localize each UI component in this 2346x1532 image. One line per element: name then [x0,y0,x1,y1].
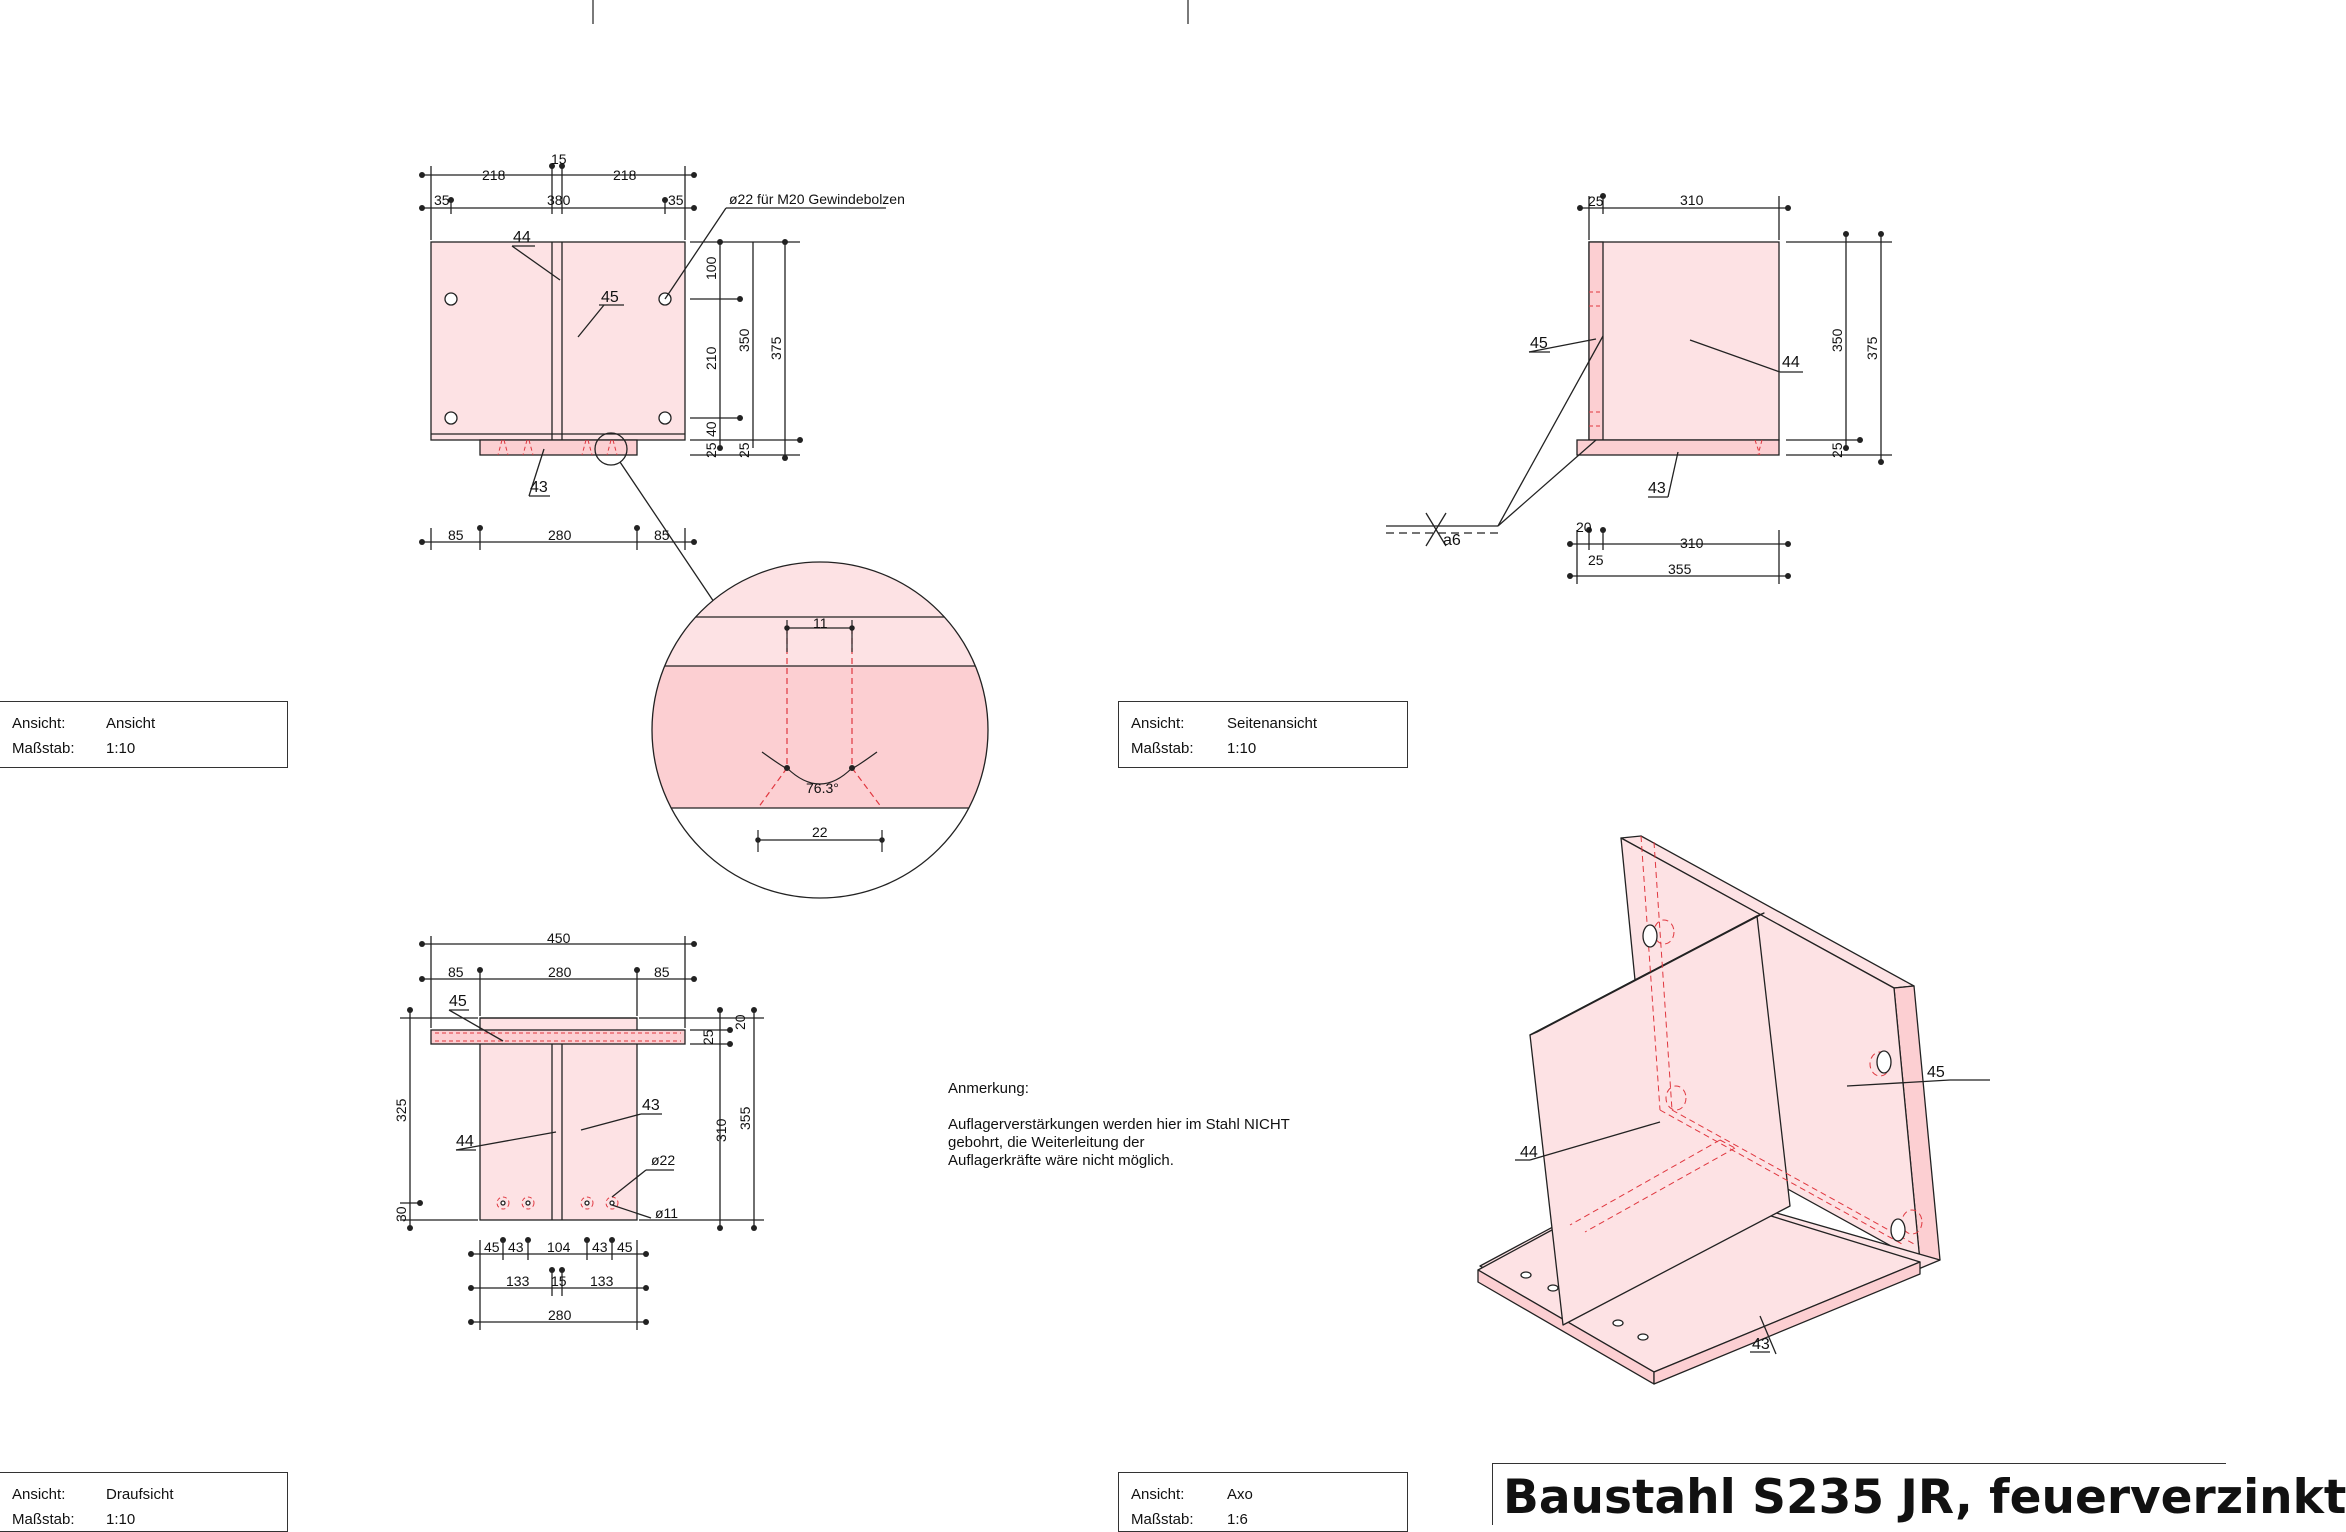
hole-label: ø22 [651,1152,676,1168]
part-number: 45 [449,993,467,1010]
dim-text: 133 [590,1273,614,1289]
axo-view [1478,836,1990,1384]
dim-text: 43 [508,1239,524,1255]
view-info-side [1118,701,1408,768]
part-number: 44 [1782,354,1800,371]
dim-text: 104 [547,1239,571,1255]
dim-text: 15 [551,1273,567,1289]
dim-text: 43 [592,1239,608,1255]
view-value: Ansicht [106,715,156,732]
view-key: Ansicht: [12,715,66,732]
dim-text: 85 [654,964,670,980]
part-number: 45 [601,289,619,306]
dim-text: 280 [548,964,572,980]
view-info-top [0,1472,288,1532]
view-info-axo [1118,1472,1408,1532]
scale-value: 1:10 [106,1511,136,1528]
scale-key: Maßstab: [12,1511,75,1528]
dim-text: 25 [703,442,719,458]
view-value: Axo [1227,1486,1253,1503]
dim-text: 25 [1588,552,1604,568]
dim-text: 11 [813,615,828,631]
side-view [1386,196,1892,584]
dim-text: 35 [434,192,450,208]
angle-text: 76.3° [806,780,839,796]
dim-text: 20 [732,1014,748,1030]
view-value: Seitenansicht [1227,715,1318,732]
part-number: 43 [1752,1336,1770,1353]
annotation-note [948,1062,1368,1188]
dim-text: 25 [700,1029,716,1045]
dim-text: 450 [547,930,571,946]
part-number: 44 [513,229,531,246]
view-key: Ansicht: [1131,715,1185,732]
dim-text: 310 [1680,192,1704,208]
dim-text: 40 [703,421,719,437]
dim-text: 210 [703,346,719,370]
dim-text: 350 [1829,328,1845,352]
dim-text: 380 [547,192,571,208]
scale-value: 1:10 [1227,740,1257,757]
dim-text: 30 [393,1206,409,1222]
dim-text: 325 [393,1098,409,1122]
scale-key: Maßstab: [12,740,75,757]
dim-text: 85 [448,964,464,980]
dim-text: 375 [1864,336,1880,360]
part-number: 45 [1927,1064,1945,1081]
dim-text: 25 [1829,442,1845,458]
dim-text: 25 [1588,193,1604,209]
part-number: 43 [642,1097,660,1114]
dim-text: 280 [548,1307,572,1323]
dim-text: 15 [551,151,567,167]
view-key: Ansicht: [12,1486,66,1503]
dim-text: 85 [448,527,464,543]
dim-text: 25 [736,442,752,458]
dim-text: 218 [482,167,506,183]
dim-text: 218 [613,167,637,183]
dim-text: 350 [736,328,752,352]
note-text: Auflagerverstärkungen werden hier im Stahl NICHT gebohrt, die Weiterleitung der Auflagerkräfte wäre nicht möglich. [948,1116,1290,1169]
view-value: Draufsicht [106,1486,174,1503]
dim-text: 100 [703,256,719,280]
part-number: 44 [1520,1144,1538,1161]
dim-text: 22 [812,824,828,840]
dim-text: 310 [713,1118,729,1142]
weld-size: a6 [1443,532,1461,549]
dim-text: 280 [548,527,572,543]
hole-label: ø11 [655,1205,679,1221]
hole-callout: ø22 für M20 Gewindebolzen [729,191,905,207]
part-number: 45 [1530,335,1548,352]
scale-key: Maßstab: [1131,740,1194,757]
dim-text: 35 [668,192,684,208]
note-heading: Anmerkung: [948,1080,1029,1097]
dim-text: 45 [617,1239,633,1255]
dim-text: 355 [737,1106,753,1130]
dim-text: 45 [484,1239,500,1255]
scale-key: Maßstab: [1131,1511,1194,1528]
material-title: Baustahl S235 JR, feuerverzinkt [1503,1470,2346,1525]
part-number: 44 [456,1133,474,1150]
part-number: 43 [1648,480,1666,497]
part-number: 43 [530,479,548,496]
scale-value: 1:10 [106,740,136,757]
scale-value: 1:6 [1227,1511,1248,1528]
dim-text: 375 [768,336,784,360]
view-info-front [0,701,288,768]
title-block [1492,1463,2346,1525]
view-key: Ansicht: [1131,1486,1185,1503]
dim-text: 20 [1576,519,1592,535]
dim-text: 85 [654,527,670,543]
dim-text: 310 [1680,535,1704,551]
dim-text: 355 [1668,561,1692,577]
dim-text: 133 [506,1273,530,1289]
weld-detail [640,560,1000,908]
